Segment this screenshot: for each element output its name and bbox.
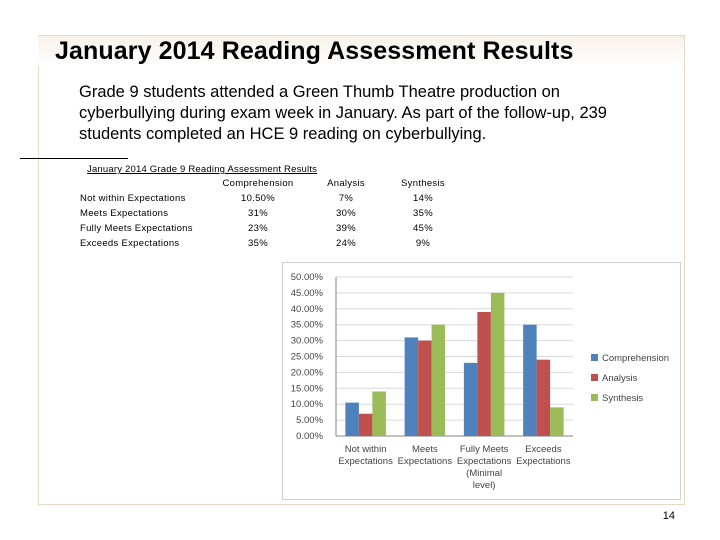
table-row-label: Not within Expectations (80, 193, 186, 204)
legend-label: Synthesis (602, 393, 644, 404)
x-tick-label: level) (472, 480, 496, 491)
chart-container (282, 262, 681, 500)
x-tick-label: (Minimal (466, 468, 503, 479)
x-tick-label: Exceeds (525, 444, 562, 455)
table-header-row (78, 176, 465, 191)
table-title: January 2014 Grade 9 Reading Assessment Results (87, 164, 318, 175)
bar (523, 325, 537, 436)
table-row-label: Fully Meets Expectations (80, 223, 193, 234)
table-cell: 10.50% (240, 193, 276, 204)
table-row (78, 191, 465, 206)
table-cell: 35% (413, 208, 433, 219)
slide-body-text: Grade 9 students attended a Green Thumb Theatre production on cyberbullying during exam week in January. As part of the follow-up, 239 students completed an HCE 9 reading on cyberbullying. (79, 83, 607, 143)
table-cell: 24% (336, 238, 356, 249)
y-tick-label: 15.00% (290, 383, 323, 395)
y-tick-label: 30.00% (290, 335, 323, 347)
x-tick-label: Expectations (456, 456, 512, 467)
bar (345, 403, 359, 436)
x-tick-label: Not within (344, 444, 387, 455)
table-header: Synthesis (401, 178, 445, 189)
divider-line (20, 158, 128, 159)
table-cell: 31% (248, 208, 268, 219)
table-row (78, 221, 465, 236)
bar-chart (283, 263, 680, 499)
bar (405, 337, 419, 436)
table-row (78, 206, 465, 221)
page-number: 14 (662, 510, 675, 522)
bar (537, 360, 551, 436)
table-row (78, 236, 465, 251)
bar (372, 391, 386, 436)
table-cell: 39% (336, 223, 356, 234)
legend-swatch (591, 394, 598, 401)
bar (432, 325, 446, 436)
x-tick-label: Expectations (397, 456, 453, 467)
y-tick-label: 25.00% (290, 351, 323, 363)
bar (359, 414, 373, 436)
table-cell: 45% (413, 223, 433, 234)
x-tick-label: Meets (411, 444, 438, 455)
table-header: Comprehension (222, 178, 294, 189)
y-tick-label: 10.00% (290, 399, 323, 411)
y-tick-label: 0.00% (296, 431, 323, 442)
legend-label: Analysis (602, 373, 638, 384)
y-tick-label: 20.00% (290, 367, 323, 379)
slide-title: January 2014 Reading Assessment Results (55, 37, 574, 65)
y-tick-label: 5.00% (296, 415, 323, 427)
x-tick-label: Fully Meets (459, 444, 509, 455)
table-cell: 9% (415, 238, 431, 249)
table-row-label: Meets Expectations (80, 208, 169, 219)
table-row-label: Exceeds Expectations (80, 238, 180, 249)
table-header: Analysis (327, 178, 365, 189)
bar (477, 312, 491, 436)
bar (550, 407, 564, 436)
table-cell: 14% (413, 193, 433, 204)
legend-label: Comprehension (602, 353, 670, 364)
table-cell: 7% (338, 193, 354, 204)
bar (418, 341, 432, 436)
table-cell: 35% (248, 238, 268, 249)
table-cell: 30% (336, 208, 356, 219)
results-table (78, 176, 465, 251)
table-cell: 23% (248, 223, 268, 234)
bar (491, 293, 505, 436)
y-tick-label: 50.00% (290, 272, 323, 283)
x-tick-label: Expectations (516, 456, 571, 467)
table-corner (78, 176, 205, 191)
y-tick-label: 40.00% (290, 303, 323, 315)
bar (464, 363, 478, 436)
legend-swatch (591, 354, 598, 361)
x-tick-label: Expectations (338, 456, 393, 467)
y-tick-label: 35.00% (290, 319, 323, 331)
left-rule (38, 66, 39, 506)
legend-swatch (591, 374, 598, 381)
y-tick-label: 45.00% (290, 287, 323, 299)
